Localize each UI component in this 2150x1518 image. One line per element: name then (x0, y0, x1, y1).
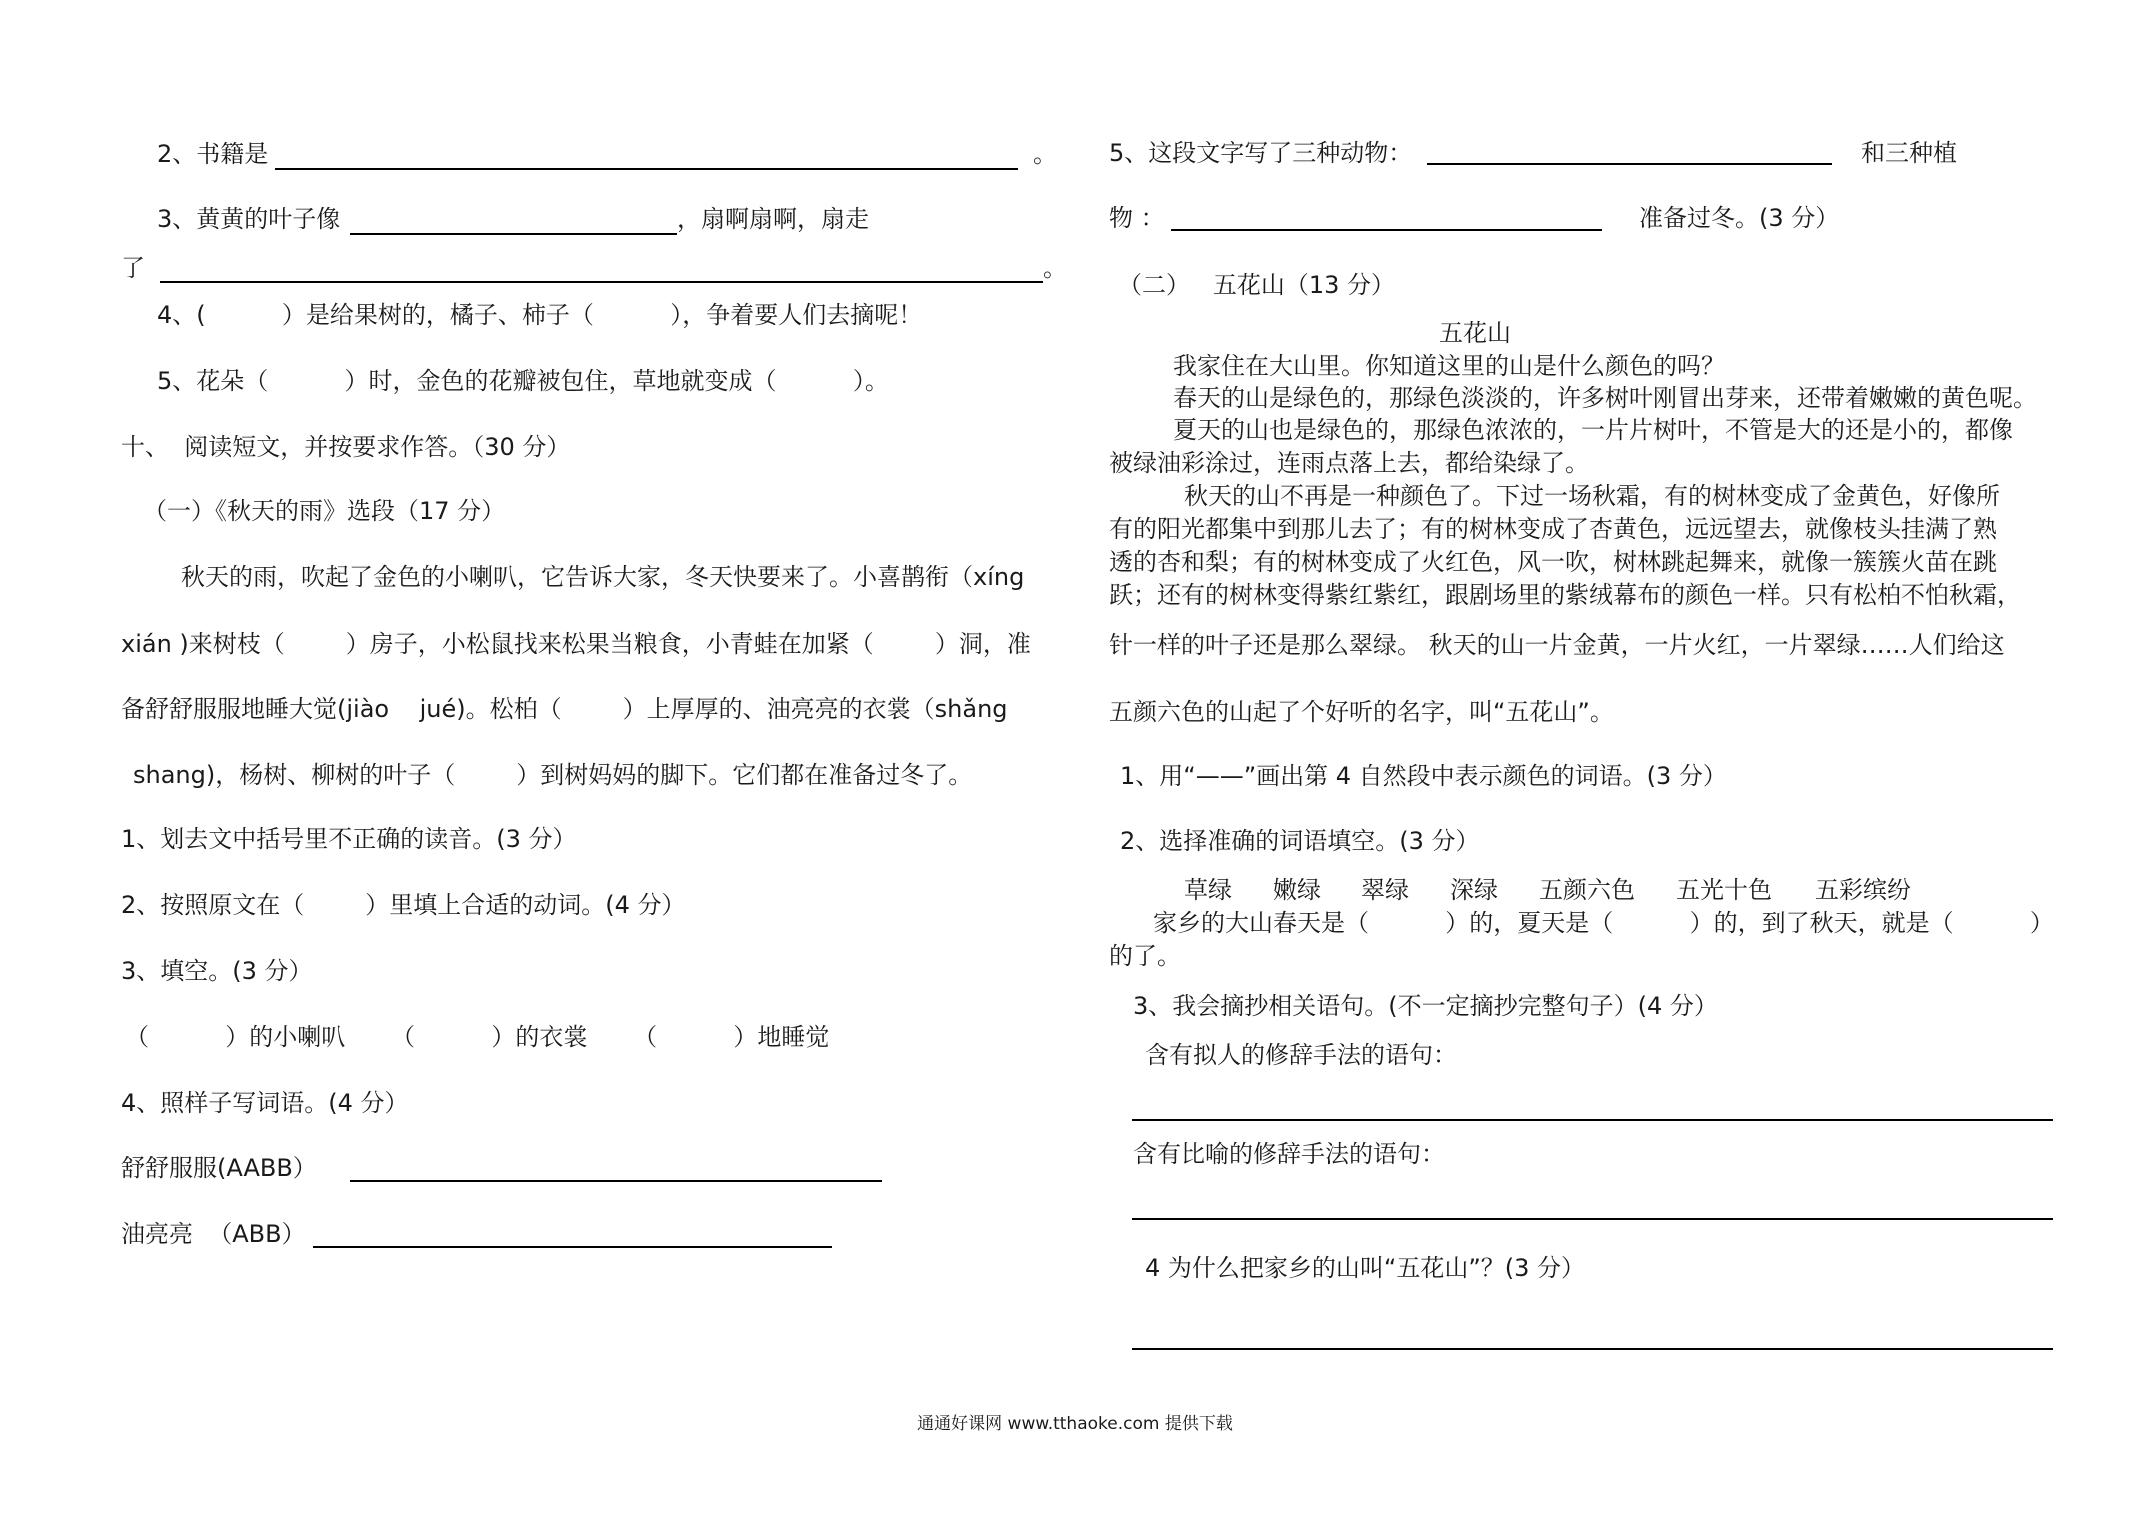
word-bank-item: 五彩缤纷 (1815, 876, 1911, 904)
word-bank-item: 五颜六色 (1539, 876, 1635, 904)
part-2-q3: 3、我会摘抄相关语句。(不一定摘抄完整句子）(4 分） (1133, 992, 1718, 1020)
q4-aabb-answer-line[interactable] (350, 1180, 882, 1182)
passage-2-line-5: 秋天的山不再是一种颜色了。下过一场秋霜，有的树林变成了金黄色，好像所 (1184, 482, 2000, 510)
q3-personification-label: 含有拟人的修辞手法的语句： (1145, 1041, 1457, 1069)
q3-personification-answer-line[interactable] (1132, 1119, 2053, 1121)
q9-2-answer-line[interactable] (275, 168, 1018, 170)
part-1-title: （一）《秋天的雨》选段（17 分） (143, 497, 506, 525)
q4-aabb-label: 舒舒服服(AABB） (121, 1154, 317, 1182)
q9-3-answer-line-1[interactable] (350, 233, 677, 235)
word-bank-item: 翠绿 (1361, 876, 1409, 904)
q5-plants-answer-line[interactable] (1171, 229, 1602, 231)
q5-line2-prefix: 物 ： (1109, 204, 1165, 232)
part-1-q2: 2、按照原文在（ ）里填上合适的动词。(4 分） (121, 891, 686, 919)
part-1-q4: 4、照样子写词语。(4 分） (121, 1089, 409, 1117)
q9-4: 4、( ）是给果树的，橘子、柿子（ ），争着要人们去摘呢！ (157, 301, 923, 329)
q5-animals-answer-line[interactable] (1427, 163, 1832, 165)
word-bank-item: 深绿 (1450, 876, 1498, 904)
passage-1-line-3: 备舒舒服服地睡大觉(jiào jué)。松柏（ ）上厚厚的、油亮亮的衣裳（shǎng (121, 695, 1008, 723)
q9-3-suffix: 。 (1043, 254, 1067, 282)
q9-3-line2-prefix: 了 (121, 254, 145, 282)
passage-1-line-4: shang)，杨树、柳树的叶子（ ）到树妈妈的脚下。它们都在准备过冬了。 (133, 761, 973, 789)
q9-2-prefix: 2、书籍是 (157, 140, 269, 168)
q3-metaphor-answer-line[interactable] (1132, 1218, 2053, 1220)
part-2-q4: 4 为什么把家乡的山叫“五花山”？(3 分） (1145, 1254, 1586, 1282)
passage-2-line-7: 透的杏和梨；有的树林变成了火红色，风一吹，树林跳起舞来，就像一簇簇火苗在跳 (1109, 548, 1997, 576)
q4-abb-answer-line[interactable] (313, 1246, 832, 1248)
passage-1-line-2: xián )来树枝（ ）房子，小松鼠找来松果当粮食，小青蛙在加紧（ ）洞，准 (121, 630, 1031, 658)
passage-2-title: 五花山 (1439, 319, 1511, 347)
q9-3-answer-line-2[interactable] (160, 281, 1043, 283)
section-10-title: 十、 阅读短文，并按要求作答。（30 分） (121, 433, 571, 461)
q4-answer-line[interactable] (1132, 1348, 2053, 1350)
passage-2-line-8: 跃；还有的树林变得紫红紫红，跟剧场里的紫绒幕布的颜色一样。只有松柏不怕秋霜， (1109, 581, 2021, 609)
passage-2-line-2: 春天的山是绿色的，那绿色淡淡的，许多树叶刚冒出芽来，还带着嫩嫩的黄色呢。 (1173, 384, 2037, 412)
q9-2-suffix: 。 (1033, 140, 1057, 168)
part-2-q2-fill-line-1: 家乡的大山春天是（ ）的，夏天是（ ）的，到了秋天，就是（ ） (1153, 909, 2054, 937)
footer-credit: 通通好课网 www.tthaoke.com 提供下载 (917, 1414, 1233, 1434)
part-2-q2-fill-line-2: 的了。 (1109, 942, 1181, 970)
part-1-q3: 3、填空。(3 分） (121, 957, 313, 985)
part-2-q2: 2、选择准确的词语填空。(3 分） (1120, 827, 1480, 855)
q9-5: 5、花朵（ ）时，金色的花瓣被包住，草地就变成（ ）。 (157, 367, 889, 395)
q3-metaphor-label: 含有比喻的修辞手法的语句： (1133, 1140, 1445, 1168)
part-1-q1: 1、划去文中括号里不正确的读音。(3 分） (121, 825, 577, 853)
word-bank-item: 五光十色 (1676, 876, 1772, 904)
part-1-q3-blanks: （ ）的小喇叭 （ ）的衣裳 （ ）地睡觉 (125, 1023, 830, 1051)
passage-2-line-3: 夏天的山也是绿色的，那绿色浓浓的，一片片树叶，不管是大的还是小的，都像 (1173, 416, 2013, 444)
passage-2-line-9: 针一样的叶子还是那么翠绿。 秋天的山一片金黄，一片火红，一片翠绿……人们给这 (1109, 631, 2005, 659)
q5-line2-suffix: 准备过冬。(3 分） (1639, 204, 1840, 232)
q9-3-mid: ，扇啊扇啊，扇走 (677, 205, 869, 233)
part-2-title: （二） 五花山（13 分） (1118, 271, 1396, 299)
word-bank-item: 嫩绿 (1273, 876, 1321, 904)
q9-3-prefix: 3、黄黄的叶子像 (157, 205, 341, 233)
q4-abb-label: 油亮亮 （ABB） (121, 1220, 306, 1248)
passage-2-line-1: 我家住在大山里。你知道这里的山是什么颜色的吗？ (1173, 352, 1725, 380)
passage-1-line-1: 秋天的雨，吹起了金色的小喇叭，它告诉大家，冬天快要来了。小喜鹊衔（xíng (181, 563, 1025, 591)
passage-2-line-6: 有的阳光都集中到那儿去了；有的树林变成了杏黄色，远远望去，就像枝头挂满了熟 (1109, 515, 1997, 543)
q5-line1-prefix: 5、这段文字写了三种动物： (1109, 139, 1413, 167)
part-2-q1: 1、用“——”画出第 4 自然段中表示颜色的词语。(3 分） (1120, 762, 1727, 790)
word-bank-item: 草绿 (1184, 876, 1232, 904)
passage-2-line-10: 五颜六色的山起了个好听的名字，叫“五花山”。 (1109, 698, 1614, 726)
passage-2-line-4: 被绿油彩涂过，连雨点落上去，都给染绿了。 (1109, 449, 1589, 477)
q5-line1-suffix: 和三种植 (1861, 139, 1957, 167)
